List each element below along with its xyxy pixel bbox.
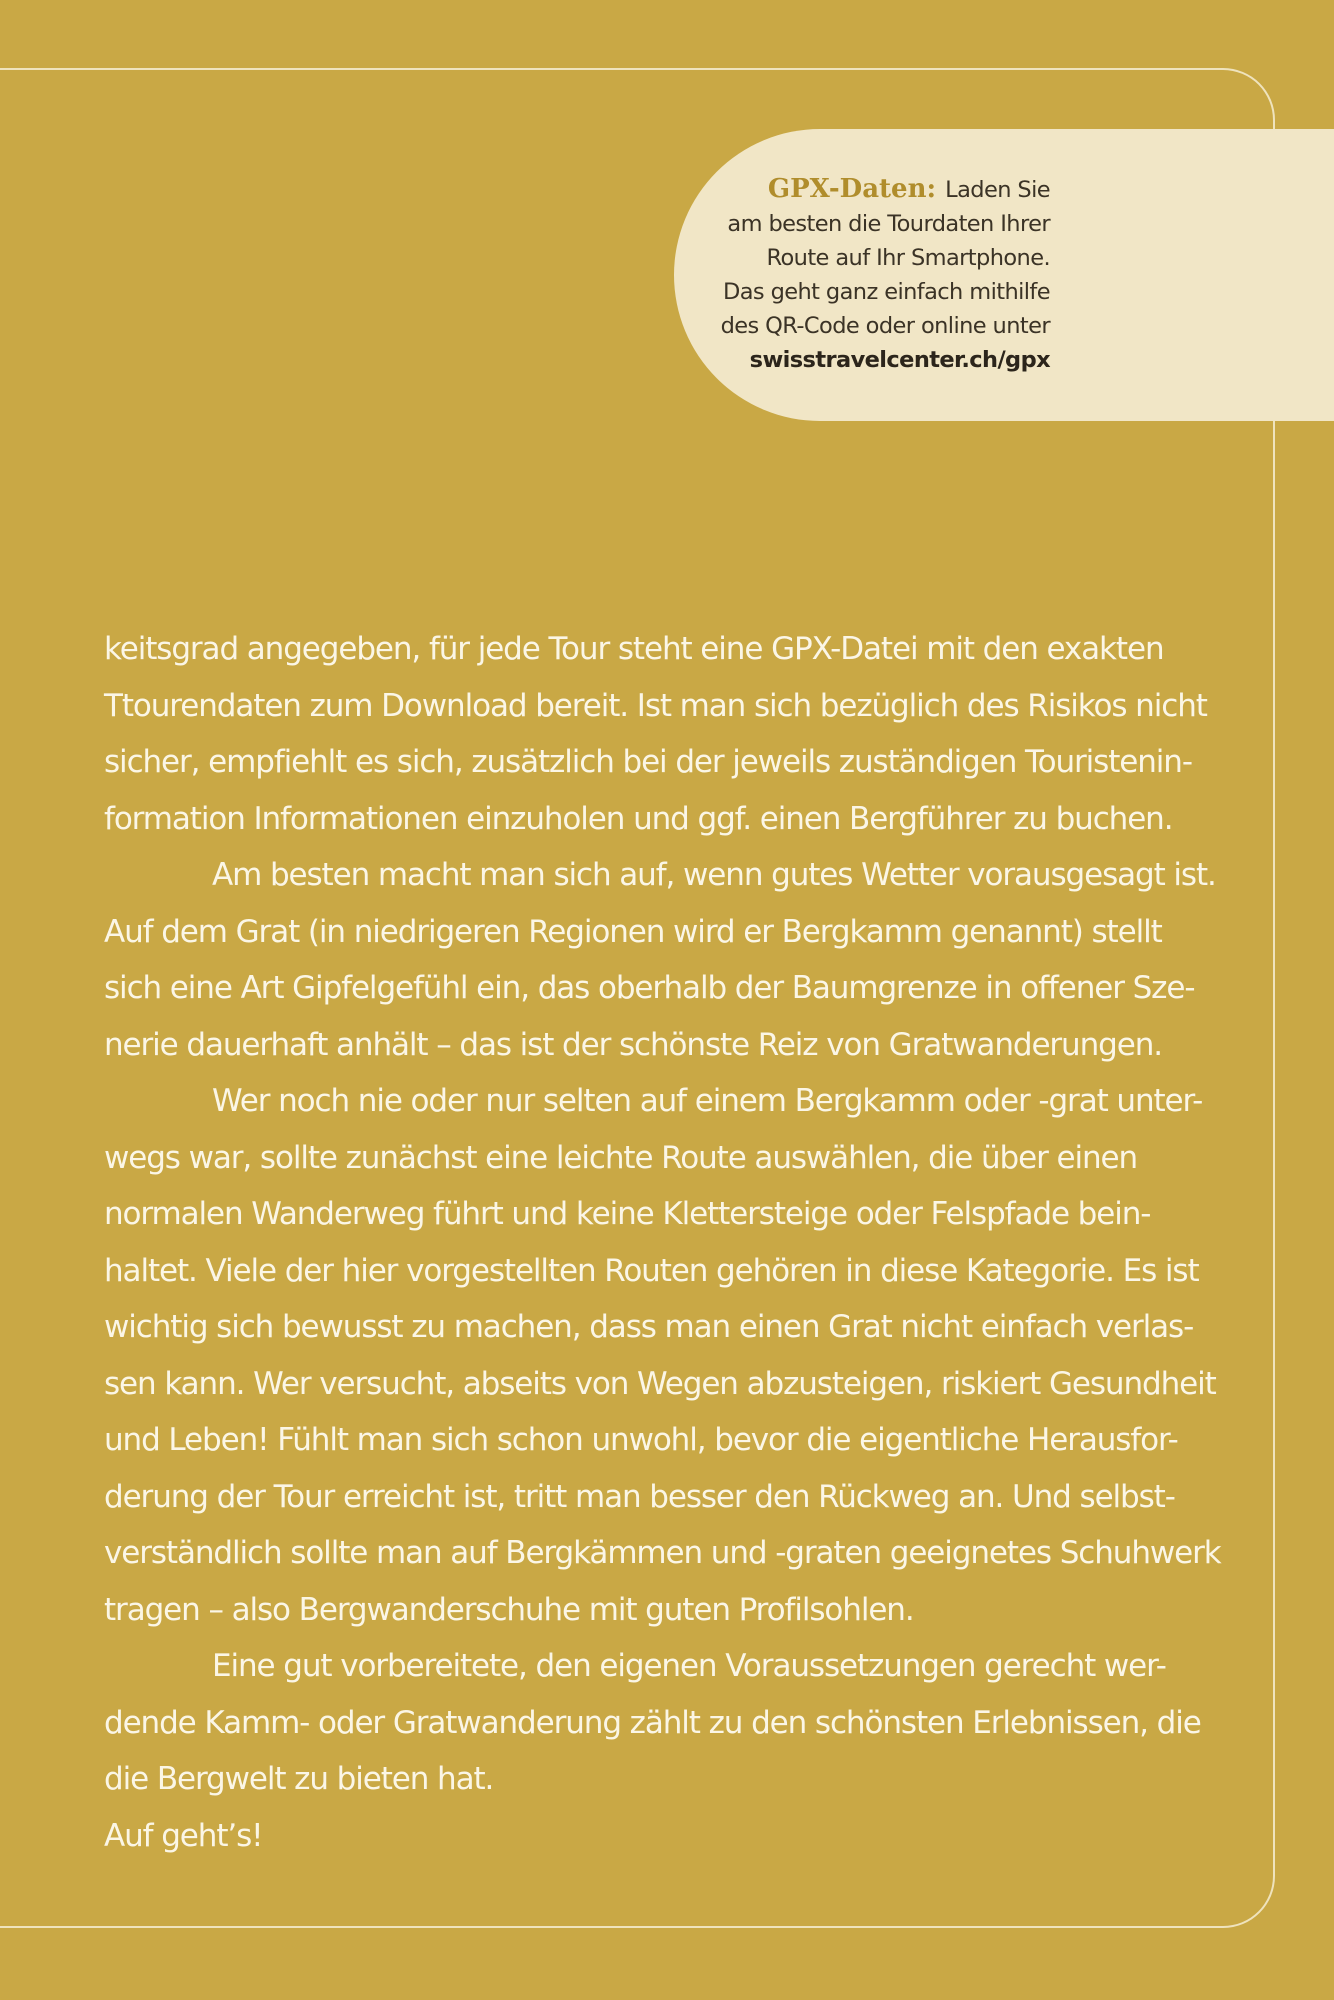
body-text-line: Auf geht’s! xyxy=(104,1817,263,1854)
gpx-label: GPX-Daten: xyxy=(767,174,946,204)
body-text-line: Wer noch nie oder nur selten auf einem Bergkamm oder -grat unter- xyxy=(212,1083,1203,1119)
body-text-line: nerie dauerhaft anhält – das ist der schönste Reiz von Gratwanderungen. xyxy=(104,1026,1163,1063)
body-text-line: Auf dem Grat (in niedrigeren Regionen wird er Bergkamm genannt) stellt xyxy=(104,913,1162,950)
gpx-line-3: Route auf Ihr Smartphone. xyxy=(766,245,1050,271)
gpx-url-link[interactable]: swisstravelcenter.ch/gpx xyxy=(749,347,1050,373)
body-text-line: Eine gut vorbereitete, den eigenen Voraussetzungen gerecht wer- xyxy=(212,1648,1166,1684)
body-text-line: tragen – also Bergwanderschuhe mit guten Profilsohlen. xyxy=(104,1591,914,1628)
body-text-line: dende Kamm- oder Gratwanderung zählt zu den schönsten Erlebnissen, die xyxy=(104,1704,1201,1741)
body-text-line: normalen Wanderweg führt und keine Klettersteige oder Felspfade bein- xyxy=(104,1196,1151,1232)
body-text-line: haltet. Viele der hier vorgestellten Routen gehören in diese Kategorie. Es ist xyxy=(104,1252,1199,1289)
body-text-line: Ttourendaten zum Download bereit. Ist man sich bezüglich des Risikos nicht xyxy=(104,687,1207,724)
body-text-line: formation Informationen einzuholen und ggf. einen Bergführer zu buchen. xyxy=(104,800,1173,837)
gpx-line-4: Das geht ganz einfach mithilfe xyxy=(722,279,1050,305)
gpx-info-text xyxy=(690,172,1050,377)
body-text-line: wichtig sich bewusst zu machen, dass man einen Grat nicht einfach verlas- xyxy=(104,1309,1194,1345)
body-text-line: sich eine Art Gipfelgefühl ein, das oberhalb der Baumgrenze in offener Sze- xyxy=(104,970,1195,1006)
gpx-line-1: Laden Sie xyxy=(945,177,1050,203)
body-text-line: verständlich sollte man auf Bergkämmen und -graten geeignetes Schuhwerk xyxy=(104,1535,1221,1571)
body-text-line: keitsgrad angegeben, für jede Tour steht eine GPX-Datei mit den exakten xyxy=(104,631,1164,667)
body-text-line: und Leben! Fühlt man sich schon unwohl, bevor die eigentliche Herausfor- xyxy=(104,1422,1178,1458)
gpx-line-5: des QR-Code oder online unter xyxy=(720,313,1050,339)
body-text-line: wegs war, sollte zunächst eine leichte Route auswählen, die über einen xyxy=(104,1139,1138,1176)
body-text-line: Am besten macht man sich auf, wenn gutes Wetter vorausgesagt ist. xyxy=(212,857,1216,893)
body-text-line: die Bergwelt zu bieten hat. xyxy=(104,1761,494,1797)
body-text-line: sicher, empfiehlt es sich, zusätzlich bei der jeweils zuständigen Touristenin- xyxy=(104,744,1192,780)
body-text-line: derung der Tour erreicht ist, tritt man besser den Rückweg an. Und selbst- xyxy=(104,1478,1175,1515)
body-text xyxy=(104,621,1221,1864)
body-text-line: sen kann. Wer versucht, abseits von Wegen abzusteigen, riskiert Gesundheit xyxy=(104,1365,1216,1402)
gpx-line-2: am besten die Tourdaten Ihrer xyxy=(727,211,1050,237)
